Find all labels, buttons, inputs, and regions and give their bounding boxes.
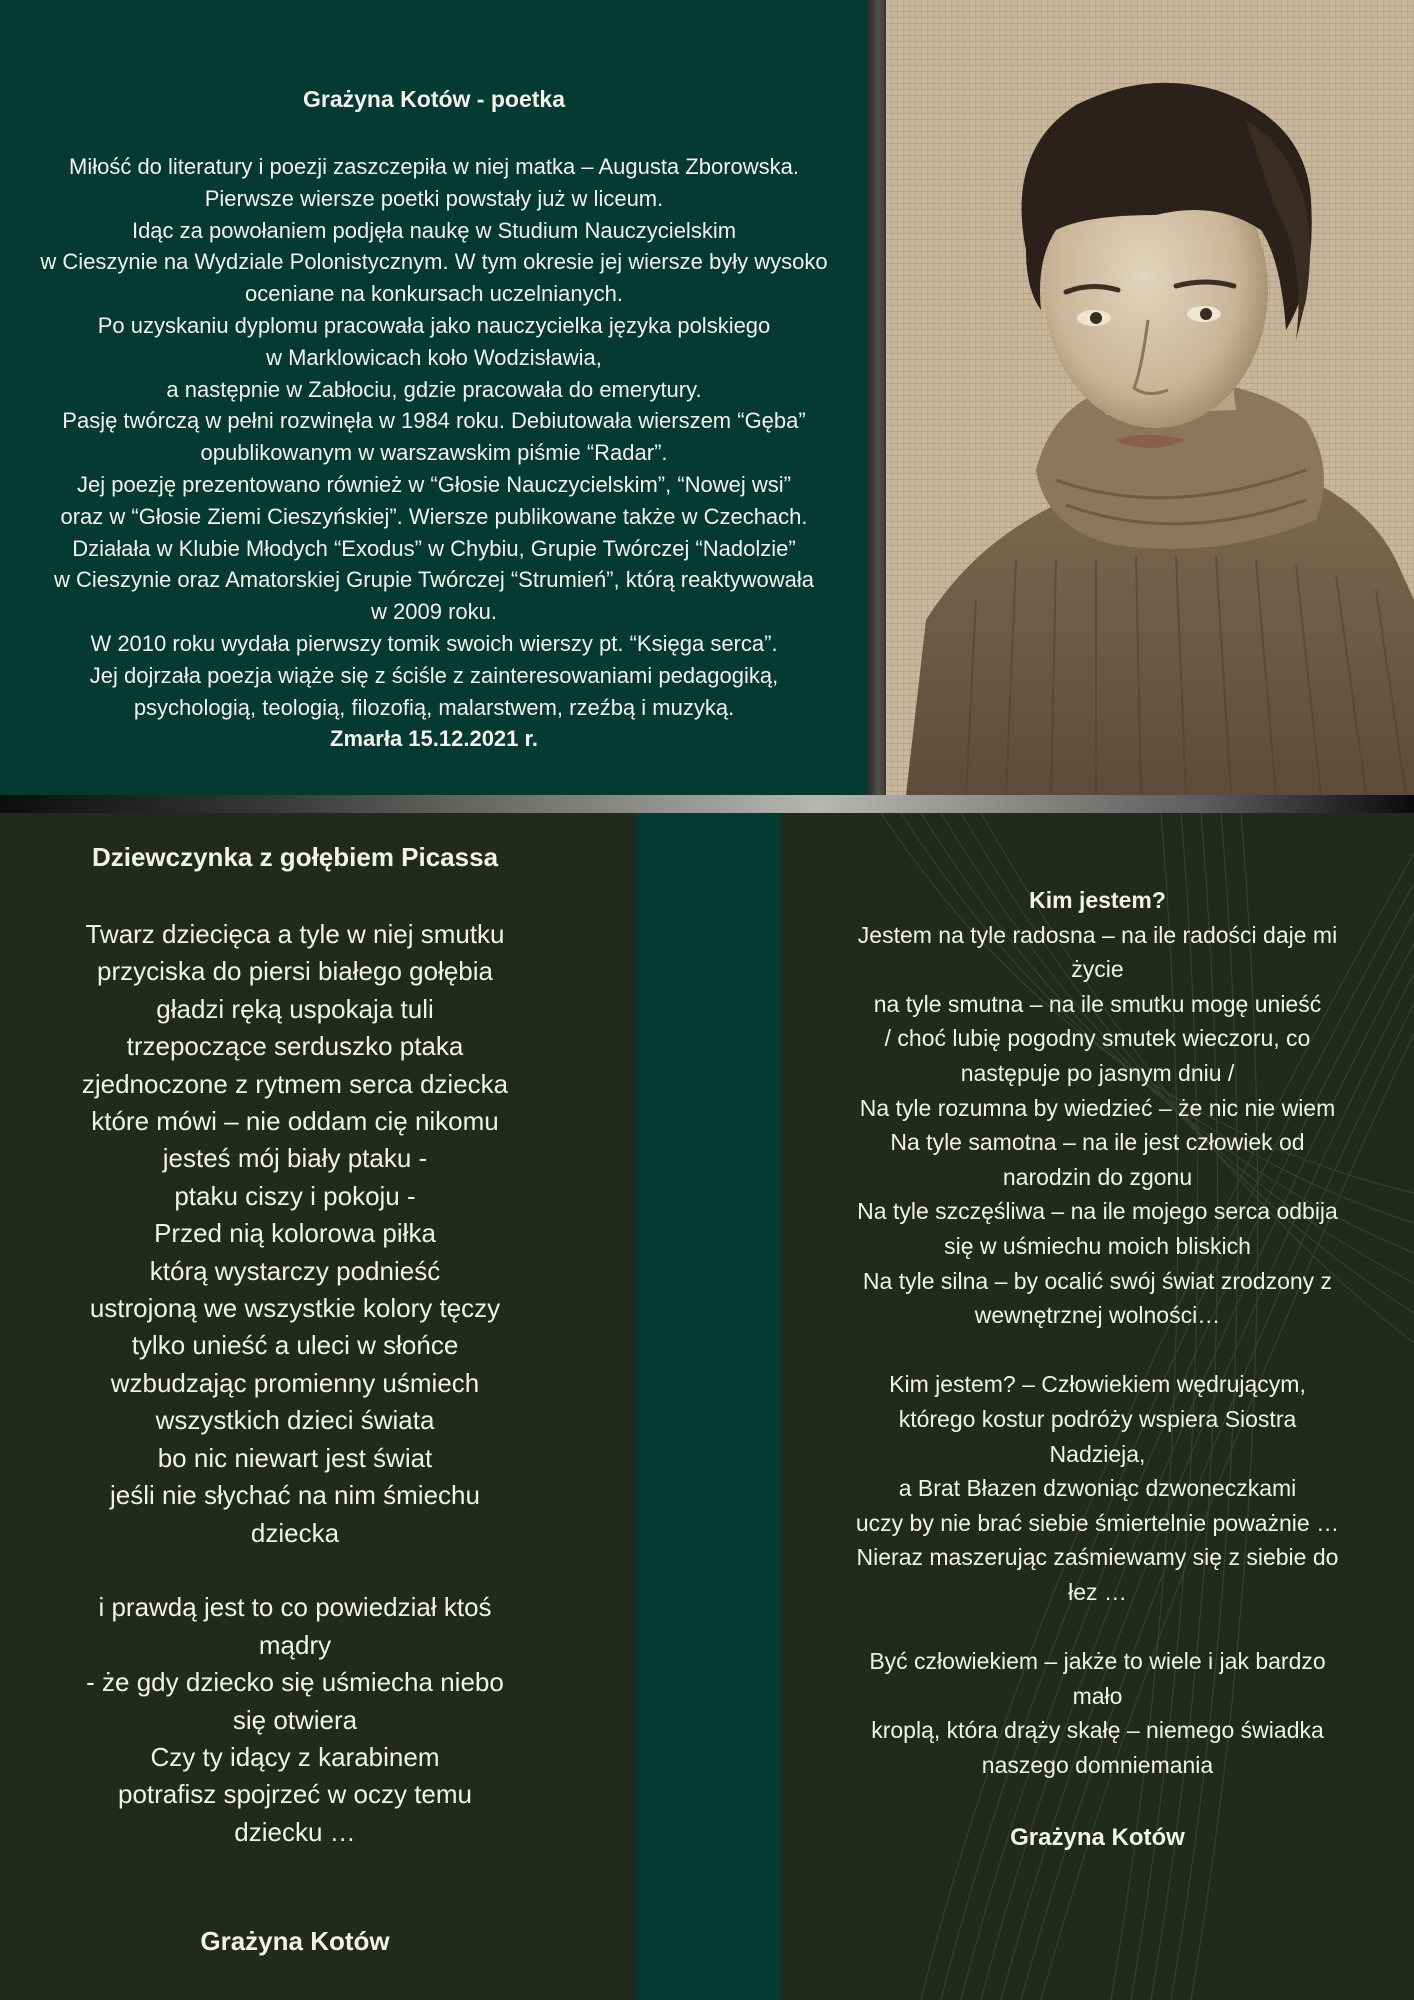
poem2-line: następuje po jasnym dniu /	[960, 1059, 1235, 1086]
bio-line: Miłość do literatury i poezji zaszczepiła w niej matka – Augusta Zborowska.	[69, 154, 799, 179]
bio-line: w Cieszynie oraz Amatorskiej Grupie Twórczej “Strumień”, którą reaktywowała	[53, 567, 815, 593]
bio-line: w 2009 roku.	[371, 599, 497, 625]
poem2-text	[820, 883, 1375, 1782]
poem2-line: łez …	[1068, 1578, 1127, 1605]
poem1-line: Twarz dziecięca a tyle w niej smutku	[85, 919, 505, 949]
poem1-line: Przed nią kolorowa piłka	[154, 1218, 436, 1249]
poem1-line: dziecka	[250, 1517, 340, 1548]
poem1-line: które mówi – nie oddam cię nikomu	[91, 1106, 499, 1137]
bio-line: psychologią, teologią, filozofią, malarstwem, rzeźbą i muzyką.	[133, 694, 735, 720]
poem2-title: Kim jestem?	[1029, 887, 1166, 913]
poem2-line: a Brat Błazen dzwoniąc dzwoneczkami	[898, 1475, 1297, 1502]
poem2-line: Być człowiekiem – jakże to wiele i jak bardzo	[869, 1648, 1326, 1675]
poem1-line: Czy ty idący z karabinem	[150, 1741, 440, 1772]
poem1-line: wzbudzając promienny uśmiech	[110, 1367, 480, 1398]
bio-line: w Marklowicach koło Wodzisławia,	[266, 344, 602, 370]
poem1-line: wszystkich dzieci świata	[155, 1405, 435, 1436]
poem2-line: się w uśmiechu moich bliskich	[944, 1232, 1251, 1259]
poem2-line: Na tyle rozumna by wiedzieć – że nic nie wiem	[859, 1094, 1336, 1121]
poem2-signature: Grażyna Kotów	[1010, 1824, 1185, 1851]
poem1-line: ustrojoną we wszystkie kolory tęczy	[89, 1293, 501, 1324]
bio-line: w Cieszynie na Wydziale Polonistycznym. W tym okresie jej wiersze były wysoko	[40, 249, 828, 275]
bio-line: oceniane na konkursach uczelnianych.	[245, 281, 623, 307]
poem2-line: wewnętrznej wolności…	[974, 1302, 1221, 1329]
poem1-line: dziecku …	[234, 1816, 356, 1847]
center-stripe	[636, 813, 781, 2000]
bio-line: Po uzyskaniu dyplomu pracowała jako nauczycielka języka polskiego	[97, 312, 771, 338]
poem1-line: gładzi ręką uspokaja tuli	[156, 993, 434, 1024]
photo-frame-edge	[868, 0, 886, 795]
poem1-title: Dziewczynka z gołębiem Picassa	[91, 842, 499, 872]
death-date: Zmarła 15.12.2021 r.	[330, 726, 538, 752]
poem2-line: Jestem na tyle radosna – na ile radości daje mi	[857, 921, 1338, 948]
biography-text	[6, 151, 862, 755]
bio-line: Idąc za powołaniem podjęła naukę w Studium Nauczycielskim	[131, 217, 737, 243]
bio-line: Jej dojrzała poezja wiąże się z ściśle z zainteresowaniami pedagogiką,	[89, 662, 779, 688]
poem1-line: jesteś mój biały ptaku -	[162, 1143, 428, 1174]
poem1-line: zjednoczone z rytmem serca dziecka	[81, 1068, 509, 1099]
poem2-line: Na tyle samotna – na ile jest człowiek od	[890, 1129, 1305, 1156]
stanza-break	[820, 1333, 1375, 1368]
poem2-line: naszego domniemania	[981, 1751, 1214, 1778]
poem2-line: Na tyle silna – by ocalić swój świat zrodzony z	[862, 1267, 1333, 1294]
poem2-line: życie	[1071, 956, 1124, 983]
poem2-line: którego kostur podróży wspiera Siostra	[898, 1405, 1297, 1432]
bio-line: Pasję twórczą w pełni rozwinęła w 1984 roku. Debiutowała wierszem “Gęba”	[62, 408, 806, 434]
poem2-line: Kim jestem? – Człowiekiem wędrującym,	[889, 1371, 1306, 1398]
biography-title: Grażyna Kotów - poetka	[303, 86, 565, 112]
poem2-line: mało	[1072, 1682, 1123, 1709]
bio-line: opublikowanym w warszawskim piśmie “Radar”.	[200, 440, 668, 466]
poem1-line: i prawdą jest to co powiedział ktoś	[98, 1592, 492, 1623]
section-divider	[0, 795, 1414, 813]
poem1-line: potrafisz spojrzeć w oczy temu	[117, 1779, 472, 1810]
poem2-line: / choć lubię pogodny smutek wieczoru, co	[884, 1025, 1311, 1052]
poem2-line: kroplą, która drąży skałę – niemego świadka	[871, 1717, 1324, 1744]
poem1-line: ptaku ciszy i pokoju -	[174, 1180, 416, 1211]
poem2-line: Na tyle szczęśliwa – na ile mojego serca odbija	[857, 1198, 1338, 1225]
bio-line: W 2010 roku wydała pierwszy tomik swoich wierszy pt. “Księga serca”.	[90, 630, 778, 656]
poem1-line: bo nic niewart jest świat	[157, 1442, 433, 1473]
portrait-photo	[886, 0, 1414, 795]
poem1-text	[40, 916, 550, 1851]
poem1-line: przyciska do piersi białego gołębia	[96, 956, 493, 987]
poem2-line: narodzin do zgonu	[1002, 1163, 1193, 1190]
bio-line: Jej poezję prezentowano również w “Głosie Nauczycielskim”, “Nowej wsi”	[76, 471, 792, 497]
bio-line: Działała w Klubie Młodych “Exodus” w Chybiu, Grupie Twórczej “Nadolzie”	[72, 535, 796, 561]
poem1-line: jeśli nie słychać na nim śmiechu	[110, 1480, 480, 1511]
bio-line: a następnie w Zabłociu, gdzie pracowała do emerytury.	[166, 376, 702, 402]
poem1-line: trzepoczące serduszko ptaka	[126, 1031, 464, 1062]
stanza-break	[40, 1552, 550, 1589]
poem2-line: na tyle smutna – na ile smutku mogę unieść	[873, 990, 1322, 1017]
bio-line: Pierwsze wiersze poetki powstały już w liceum.	[204, 185, 664, 211]
bio-line: oraz w “Głosie Ziemi Cieszyńskiej”. Wiersze publikowane także w Czechach.	[60, 503, 808, 529]
stanza-break	[820, 1609, 1375, 1644]
poem1-line: tylko unieść a uleci w słońce	[131, 1330, 459, 1361]
poem1-line: - że gdy dziecko się uśmiecha niebo	[86, 1667, 504, 1698]
poem2-line: Nieraz maszerując zaśmiewamy się z siebie do	[856, 1544, 1339, 1571]
poem1-line: którą wystarczy podnieść	[149, 1255, 441, 1286]
poem1-signature: Grażyna Kotów	[200, 1926, 390, 1956]
poem2-line: uczy by nie brać siebie śmiertelnie poważnie …	[855, 1509, 1340, 1536]
poem2-line: Nadzieja,	[1049, 1440, 1146, 1467]
poem1-line: mądry	[258, 1629, 332, 1660]
poem1-line: się otwiera	[232, 1704, 358, 1735]
